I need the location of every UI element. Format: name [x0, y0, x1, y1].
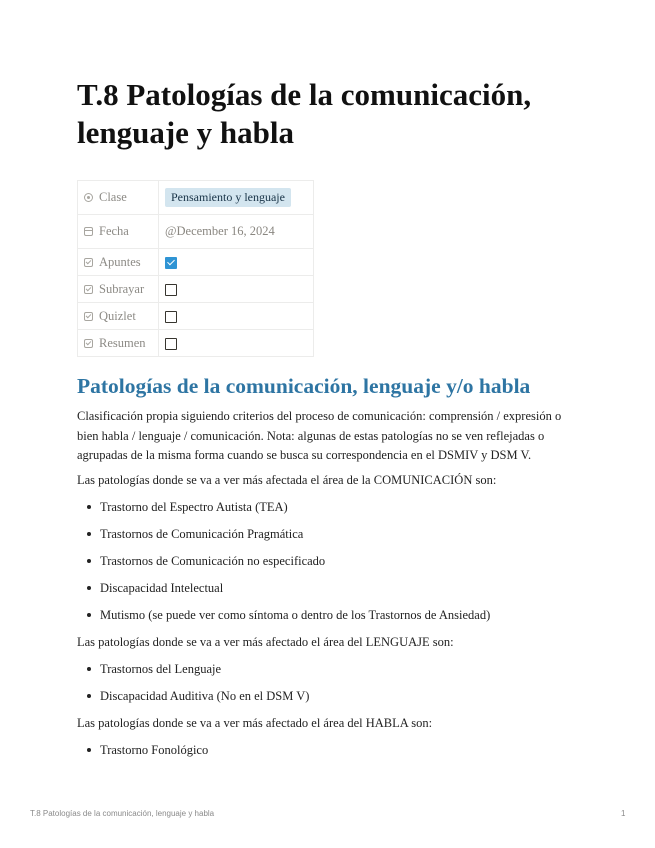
list-item: Trastornos de Comunicación no especificado — [77, 552, 582, 579]
property-key — [78, 276, 159, 303]
property-row-resumen — [78, 330, 314, 357]
list-item: Trastornos del Lenguaje — [77, 660, 582, 687]
property-label: Quizlet — [99, 308, 136, 323]
section-heading: Patologías de la comunicación, lenguaje y/o habla — [77, 374, 531, 398]
resumen-checkbox[interactable] — [165, 338, 177, 350]
lenguaje-lead: Las patologías donde se va a ver más afectado el área del LENGUAJE son: — [77, 635, 454, 649]
intro-paragraph: Clasificación propia siguiendo criterios del proceso de comunicación: comprensión / expresión o bien habla / lenguaje / comunicación. Nota: algunas de estas patologías no se ven reflejadas o agrupadas de la misma forma cuando se busca su correspondencia en el DSMIV y DSM V. — [77, 409, 562, 462]
class-tag[interactable]: Pensamiento y lenguaje — [165, 188, 291, 207]
property-label: Fecha — [99, 224, 129, 238]
date-value[interactable]: @December 16, 2024 — [159, 215, 314, 249]
property-row-subrayar — [78, 276, 314, 303]
property-label: Clase — [99, 190, 127, 204]
subrayar-checkbox[interactable] — [165, 284, 177, 296]
property-row-apuntes — [78, 249, 314, 276]
list-item: Mutismo (se puede ver como síntoma o dentro de los Trastornos de Ansiedad) — [77, 606, 582, 633]
property-value — [159, 330, 314, 357]
page-title: T.8 Patologías de la comunicación, lenguaje y habla — [77, 77, 532, 150]
calendar-icon — [84, 227, 93, 236]
property-value — [159, 276, 314, 303]
property-row-quizlet — [78, 303, 314, 330]
property-key — [78, 181, 159, 215]
list-item: Discapacidad Auditiva (No en el DSM V) — [77, 687, 582, 714]
comunicacion-list — [77, 498, 582, 633]
page-number: 1 — [621, 809, 626, 818]
checkbox-icon — [84, 258, 93, 267]
select-icon — [84, 193, 93, 202]
property-key — [78, 249, 159, 276]
checkbox-icon — [84, 339, 93, 348]
comunicacion-lead: Las patologías donde se va a ver más afectada el área de la COMUNICACIÓN son: — [77, 473, 497, 487]
property-key — [78, 330, 159, 357]
habla-list — [77, 741, 582, 768]
property-label: Subrayar — [99, 281, 145, 296]
apuntes-checkbox[interactable] — [165, 257, 177, 269]
checkbox-icon — [84, 312, 93, 321]
quizlet-checkbox[interactable] — [165, 311, 177, 323]
property-row-clase — [78, 181, 314, 215]
property-label: Apuntes — [99, 254, 141, 269]
property-value — [159, 249, 314, 276]
property-value — [159, 303, 314, 330]
property-key — [78, 303, 159, 330]
lenguaje-list — [77, 660, 582, 714]
footer-title: T.8 Patologías de la comunicación, lenguaje y habla — [30, 809, 215, 818]
habla-lead: Las patologías donde se va a ver más afectado el área del HABLA son: — [77, 716, 433, 730]
list-item: Discapacidad Intelectual — [77, 579, 582, 606]
list-item: Trastorno Fonológico — [77, 741, 582, 768]
property-label: Resumen — [99, 335, 146, 350]
list-item: Trastornos de Comunicación Pragmática — [77, 525, 582, 552]
property-key — [78, 215, 159, 249]
property-value[interactable] — [159, 181, 314, 215]
list-item: Trastorno del Espectro Autista (TEA) — [77, 498, 582, 525]
checkbox-icon — [84, 285, 93, 294]
property-row-fecha — [78, 215, 314, 249]
properties-table — [77, 180, 314, 357]
